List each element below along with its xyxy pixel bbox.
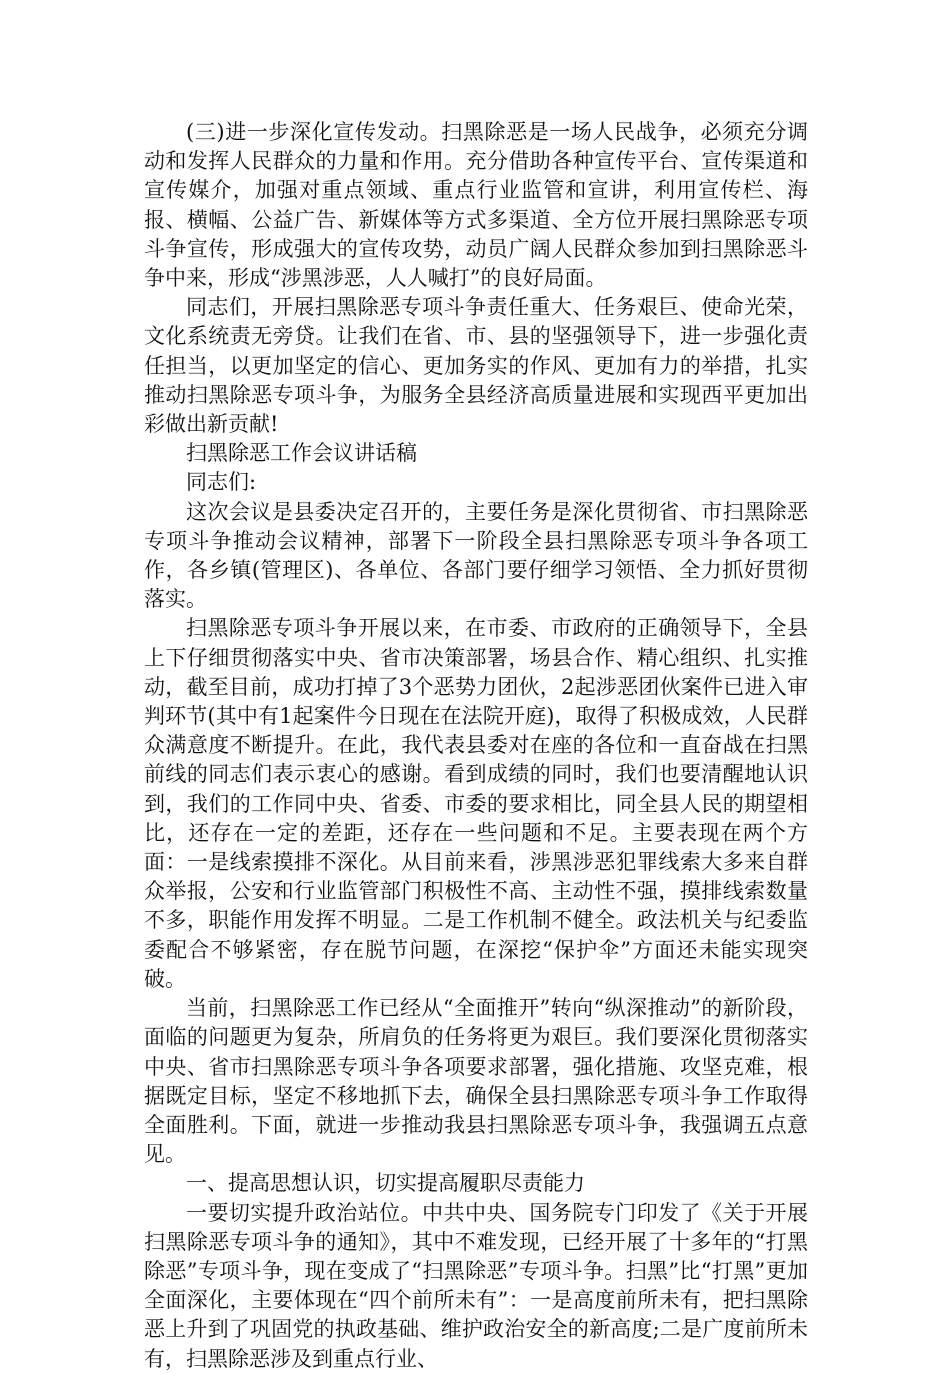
section-heading-one: 一、提高思想认识，切实提高履职尽责能力 — [186, 1171, 585, 1196]
paragraph-publicity: (三)进一步深化宣传发动。扫黑除恶是一场人民战争，必须充分调动和发挥人民群众的力量和作用。充分借助各种宣传平台、宣传渠道和宣传媒介，加强对重点领域、重点行业监管和宣讲，利用宣传栏、海报、横幅、公益广告、新媒体等方式多渠道、全方位开展扫黑除恶专项斗争宣传，形成强大的宣传攻势，动员广阔人民群众参加到扫黑除恶斗争中来，形成“涉黑涉恶，人人喊打”的良好局面。 — [144, 120, 808, 291]
salutation: 同志们: — [186, 470, 257, 495]
paragraph-meeting-purpose: 这次会议是县委决定召开的，主要任务是深化贯彻省、市扫黑除恶专项斗争推动会议精神，部署下一阶段全县扫黑除恶专项斗争各项工作，各乡镇(管理区)、各单位、各部门要仔细学习领悟、全力抓好贯彻落实。 — [144, 499, 808, 612]
document-body — [144, 118, 808, 1374]
paragraph-political-stance: 一要切实提升政治站位。中共中央、国务院专门印发了《关于开展扫黑除恶专项斗争的通知》，其中不难发现，已经开展了十多年的“打黑除恶”专项斗争，现在变成了“扫黑除恶”专项斗争。扫黑”比“打黑”更加全面深化，主要体现在“四个前所未有”：一是高度前所未有，把扫黑除恶上升到了巩固党的执政基础、维护政治安全的新高度;二是广度前所未有，扫黑除恶涉及到重点行业、 — [144, 1200, 808, 1371]
paragraph-closing-remarks: 同志们，开展扫黑除恶专项斗争责任重大、任务艰巨、使命光荣，文化系统责无旁贷。让我们在省、市、县的坚强领导下，进一步强化责任担当，以更加坚定的信心、更加务实的作风、更加有力的举措，扎实推动扫黑除恶专项斗争，为服务全县经济高质量进展和实现西平更加出彩做出新贡献! — [144, 295, 808, 437]
speech-title: 扫黑除恶工作会议讲话稿 — [186, 441, 417, 466]
paragraph-current-stage: 当前，扫黑除恶工作已经从“全面推开”转向“纵深推动”的新阶段，面临的问题更为复杂，所肩负的任务将更为艰巨。我们要深化贯彻落实中央、省市扫黑除恶专项斗争各项要求部署，强化措施、攻坚克难，根据既定目标，坚定不移地抓下去，确保全县扫黑除恶专项斗争工作取得全面胜利。下面，就进一步推动我县扫黑除恶专项斗争，我强调五点意见。 — [144, 996, 808, 1167]
paragraph-achievements: 扫黑除恶专项斗争开展以来，在市委、市政府的正确领导下，全县上下仔细贯彻落实中央、省市决策部署，场县合作、精心组织、扎实推动，截至目前，成功打掉了3个恶势力团伙，2起涉恶团伙案件已进入审判环节(其中有1起案件今日现在在法院开庭)，取得了积极成效，人民群众满意度不断提升。在此，我代表县委对在座的各位和一直奋战在扫黑前线的同志们表示衷心的感谢。看到成绩的同时，我们也要清醒地认识到，我们的工作同中央、省委、市委的要求相比，同全县人民的期望相比，还存在一定的差距，还存在一些问题和不足。主要表现在两个方面：一是线索摸排不深化。从目前来看，涉黑涉恶犯罪线索大多来自群众举报，公安和行业监管部门积极性不高、主动性不强，摸排线索数量不多，职能作用发挥不明显。二是工作机制不健全。政法机关与纪委监委配合不够紧密，存在脱节问题，在深挖“保护伞”方面还未能实现突破。 — [144, 616, 808, 991]
